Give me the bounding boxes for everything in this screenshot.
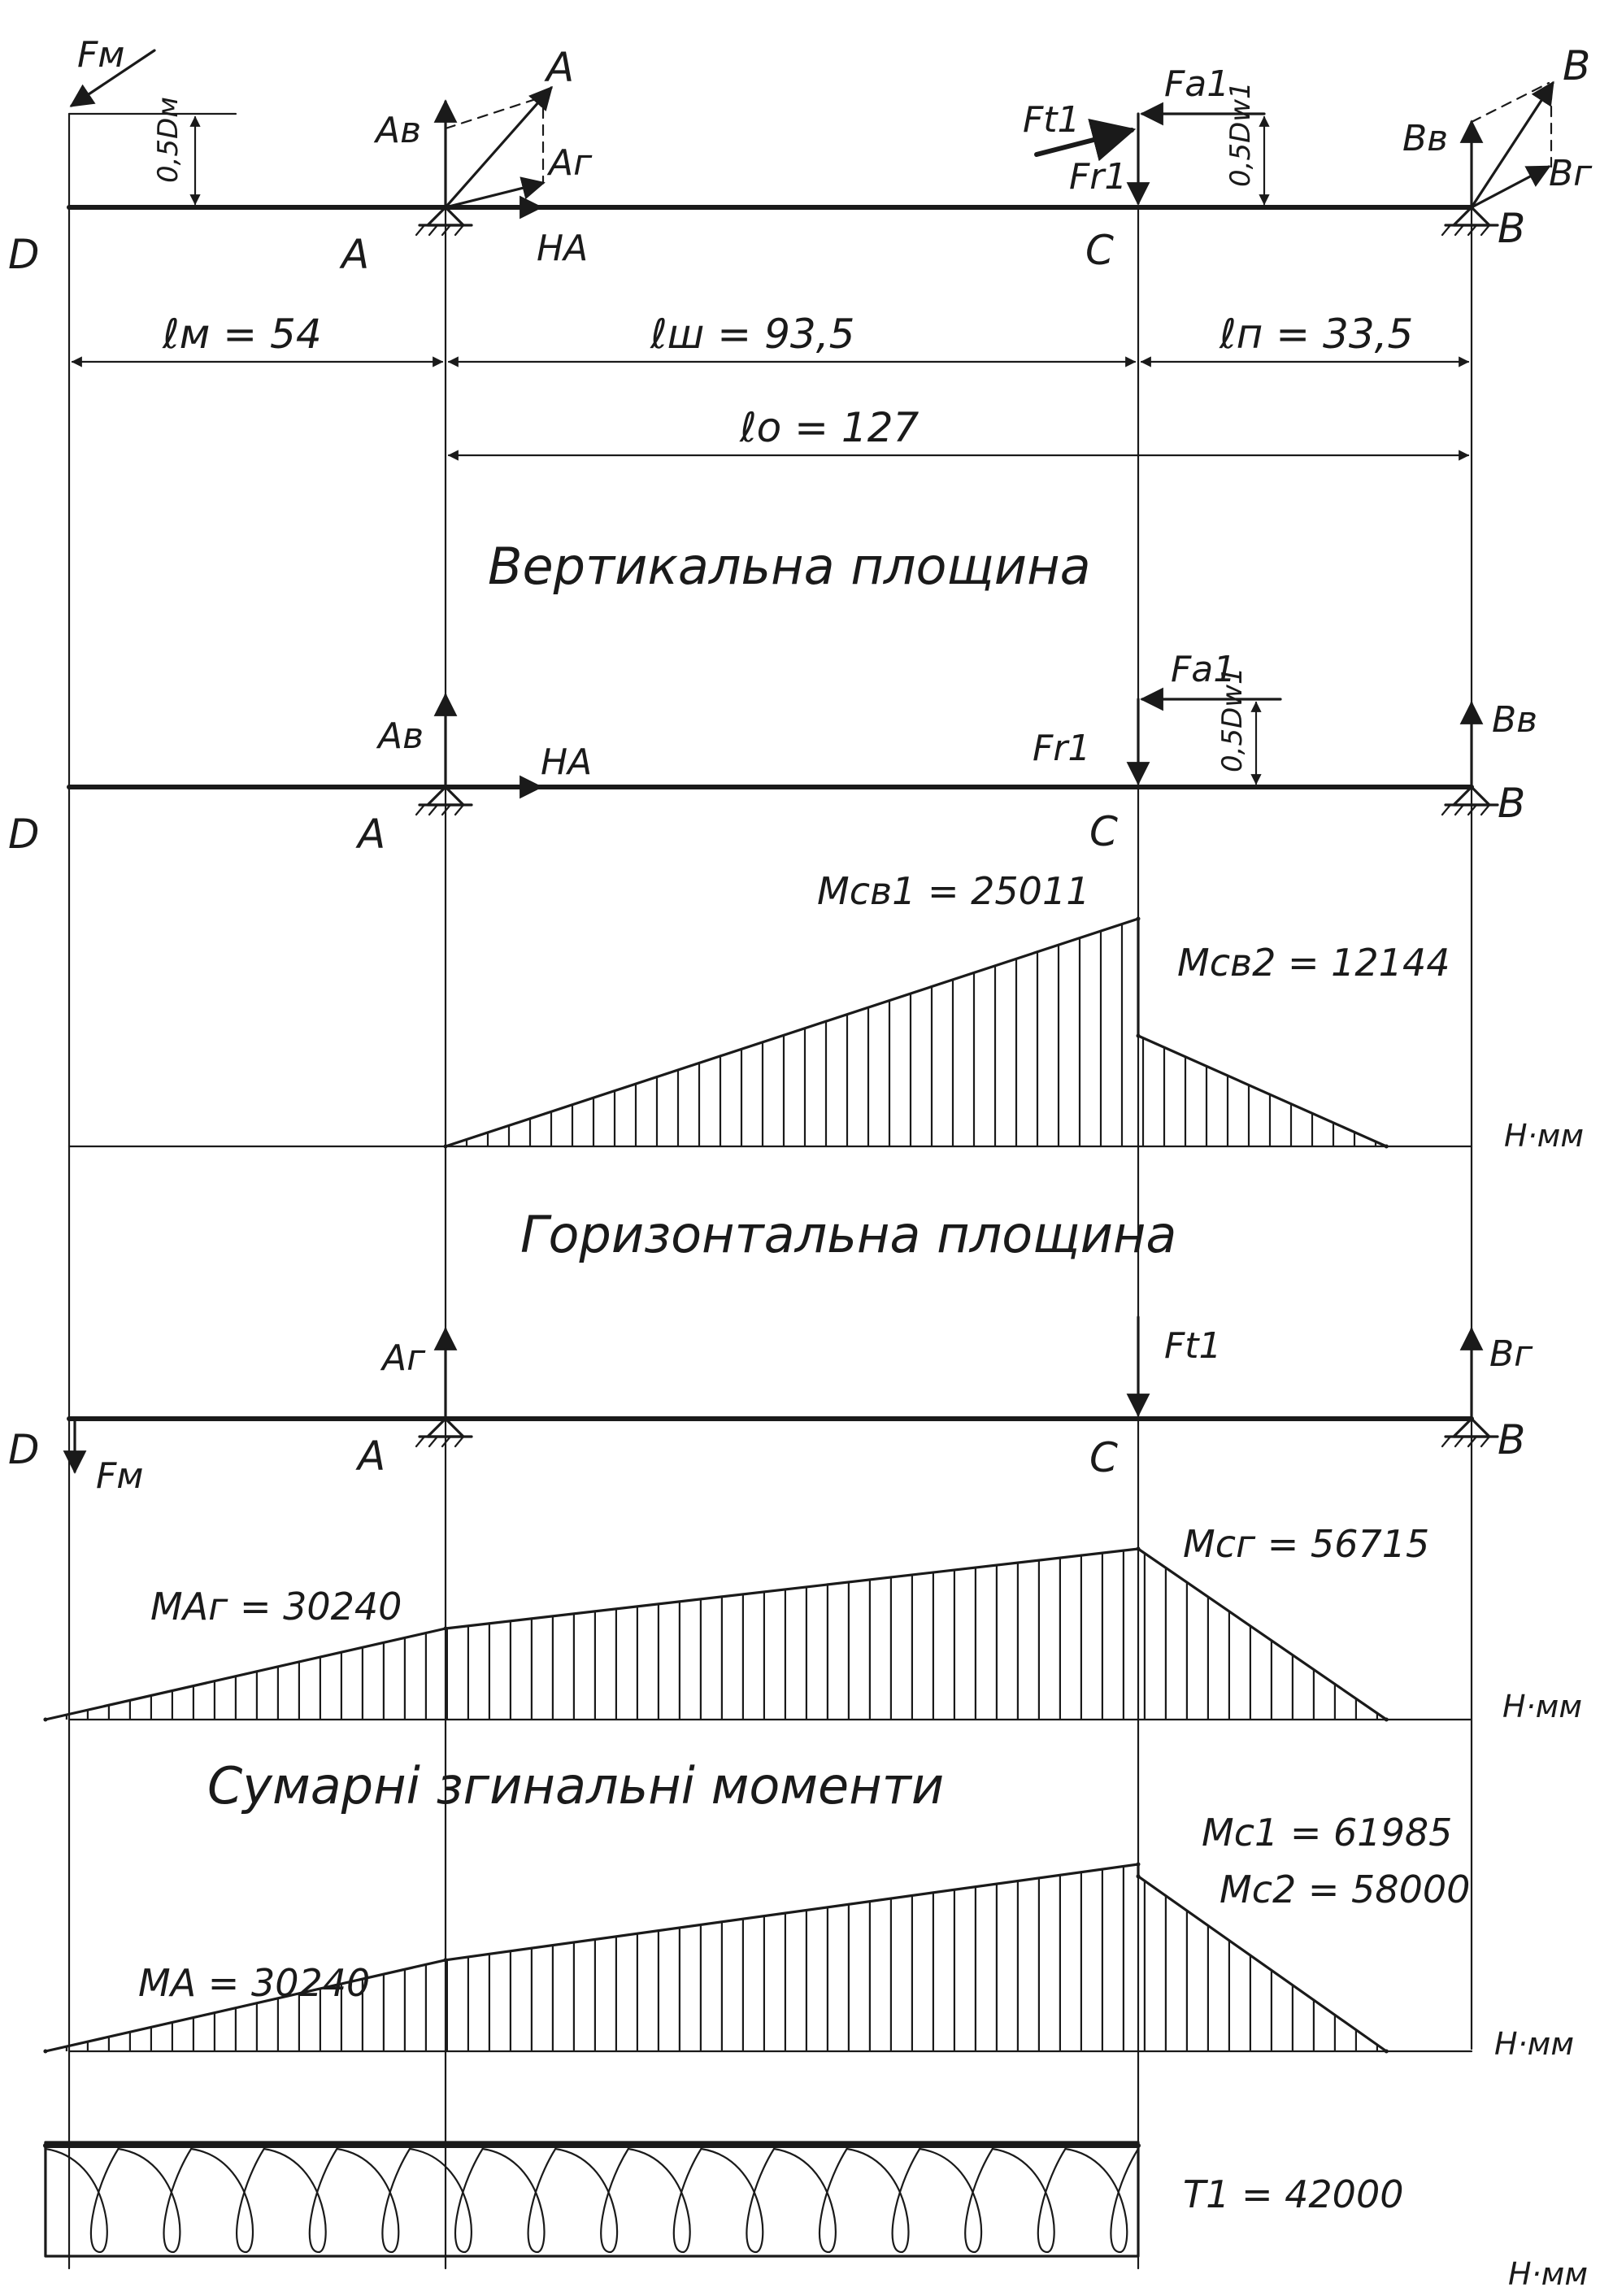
dashed-A-1 (446, 98, 541, 128)
support-B-top (1442, 207, 1498, 235)
point-total-2 (1137, 1863, 1141, 1867)
support-B-horizontal (1442, 1419, 1498, 1446)
point-vertical-1 (1137, 917, 1141, 921)
label-A-V-top: Aв (376, 110, 422, 151)
label-half-Dw-vertical: 0,5Dw1 (1216, 667, 1249, 772)
point-vertical-2 (1137, 1034, 1141, 1038)
point-vertical-0 (444, 1145, 448, 1149)
label-B-V-vertical: Bв (1492, 699, 1538, 741)
label-point-C-horizontal: C (1089, 1434, 1118, 1481)
label-B-H-top: Bг (1549, 153, 1593, 194)
dim-l-sh-text: ℓш = 93,5 (650, 311, 855, 358)
reaction-B-H-arrow (1472, 167, 1549, 207)
unit-horizontal: Н·мм (1502, 1689, 1582, 1724)
point-total-4 (1385, 2050, 1389, 2054)
torque-loop-2 (191, 2149, 264, 2252)
label-H-A-top: HA (537, 228, 589, 269)
label-point-A-horizontal: A (358, 1433, 386, 1480)
resultant-A-arrow (446, 88, 551, 207)
label-A-H-top: Aг (549, 142, 593, 184)
torque-loop-13 (993, 2149, 1066, 2252)
label-M-a: MА = 30240 (138, 1961, 371, 2005)
label-T-1: T1 = 42000 (1183, 2172, 1404, 2216)
label-F-M-top: Fм (77, 34, 125, 76)
title-horizontal-plane: Горизонтальна площина (520, 1205, 1177, 1264)
torque-loop-10 (774, 2149, 847, 2252)
label-M-c2: Mс2 = 58000 (1220, 1868, 1471, 1911)
label-point-C-vertical: C (1089, 808, 1118, 855)
point-horizontal-1 (444, 1627, 448, 1631)
support-A-vertical (416, 787, 472, 815)
vertical-plane-section (8, 537, 1584, 1154)
unit-torque: Н·мм (1508, 2256, 1588, 2292)
torque-loop-8 (628, 2149, 702, 2252)
torque-section (46, 2142, 1588, 2292)
torque-loop-1 (119, 2149, 192, 2252)
torque-loop-14 (1065, 2149, 1138, 2252)
label-point-B-vertical: B (1498, 780, 1526, 827)
unit-vertical: Н·мм (1504, 1118, 1584, 1154)
label-M-cv2: Mсв2 = 12144 (1177, 941, 1450, 985)
point-total-3 (1137, 1874, 1141, 1878)
label-point-D-horizontal: D (8, 1426, 40, 1473)
label-F-M-horizontal: Fм (96, 1455, 144, 1497)
torque-loop-4 (337, 2149, 410, 2252)
point-vertical-3 (1385, 1145, 1389, 1149)
torque-loop-11 (847, 2149, 920, 2252)
label-B-H-horizontal: Bг (1489, 1333, 1533, 1375)
label-F-a1-top: Fa1 (1164, 63, 1230, 105)
reaction-A-H-arrow (446, 183, 543, 207)
torque-loop-12 (920, 2149, 993, 2252)
label-F-r1-vertical: Fr1 (1033, 728, 1091, 769)
label-A-V-vertical: Aв (378, 715, 424, 757)
dim-l-p-text: ℓп = 33,5 (1220, 311, 1414, 358)
title-vertical-plane: Вертикальна площина (488, 537, 1091, 596)
torque-loop-6 (483, 2149, 556, 2252)
label-force-A: A (546, 44, 575, 91)
point-horizontal-3 (1385, 1718, 1389, 1722)
label-A-H-horizontal: Aг (382, 1337, 426, 1379)
label-H-A-vertical: HA (541, 741, 593, 783)
point-total-1 (444, 1958, 448, 1962)
outline-total (46, 1864, 1386, 2051)
label-F-t1-top: Ft1 (1023, 99, 1080, 141)
resultant-B-arrow (1472, 83, 1553, 207)
label-B-V-top: Bв (1402, 118, 1449, 159)
dim-l-m-text: ℓм = 54 (163, 311, 322, 358)
title-total-moments: Сумарні згинальні моменти (207, 1756, 945, 1815)
label-point-B-top: B (1498, 205, 1526, 252)
label-point-B-horizontal: B (1498, 1416, 1526, 1463)
label-F-r1-top: Fr1 (1069, 156, 1128, 198)
label-M-cv1: Mсв1 = 25011 (817, 869, 1090, 913)
torque-loop-9 (701, 2149, 774, 2252)
point-horizontal-0 (43, 1718, 47, 1722)
label-F-a1-vertical: Fa1 (1171, 649, 1237, 690)
support-A-top (416, 207, 472, 235)
dashed-B-1 (1472, 83, 1549, 122)
unit-total: Н·мм (1494, 2026, 1574, 2062)
label-point-C-top: C (1085, 227, 1114, 274)
label-F-t1-horizontal: Ft1 (1164, 1325, 1222, 1367)
label-M-ch: Mсг = 56715 (1183, 1522, 1430, 1566)
torque-diagram (46, 2142, 1138, 2256)
label-point-A-top: A (341, 231, 370, 278)
point-horizontal-2 (1137, 1547, 1141, 1551)
moment-diagram-horizontal (43, 1547, 1472, 1722)
torque-rect (46, 2142, 1138, 2256)
support-B-vertical (1442, 787, 1498, 815)
label-half-DM: 0,5Dм (152, 97, 185, 183)
dimensions (72, 311, 1468, 455)
outline-horizontal (46, 1549, 1386, 1720)
point-total-0 (43, 2050, 47, 2054)
label-point-A-vertical: A (358, 811, 386, 858)
torque-loop-0 (46, 2149, 119, 2252)
space-scheme (8, 34, 1593, 278)
label-half-Dw-top: 0,5Dw1 (1224, 81, 1257, 187)
label-force-B: B (1563, 42, 1591, 89)
label-point-D-top: D (8, 231, 40, 278)
torque-loop-7 (555, 2149, 628, 2252)
label-point-D-vertical: D (8, 811, 40, 858)
dim-l-o-text: ℓо = 127 (740, 404, 920, 451)
support-A-horizontal (416, 1419, 472, 1446)
label-M-c1: Mс1 = 61985 (1202, 1811, 1453, 1855)
torque-loop-3 (264, 2149, 337, 2252)
total-moments-section (43, 1756, 1574, 2062)
horizontal-plane-section (8, 1205, 1582, 1724)
label-M-ah: MАг = 30240 (150, 1585, 402, 1629)
